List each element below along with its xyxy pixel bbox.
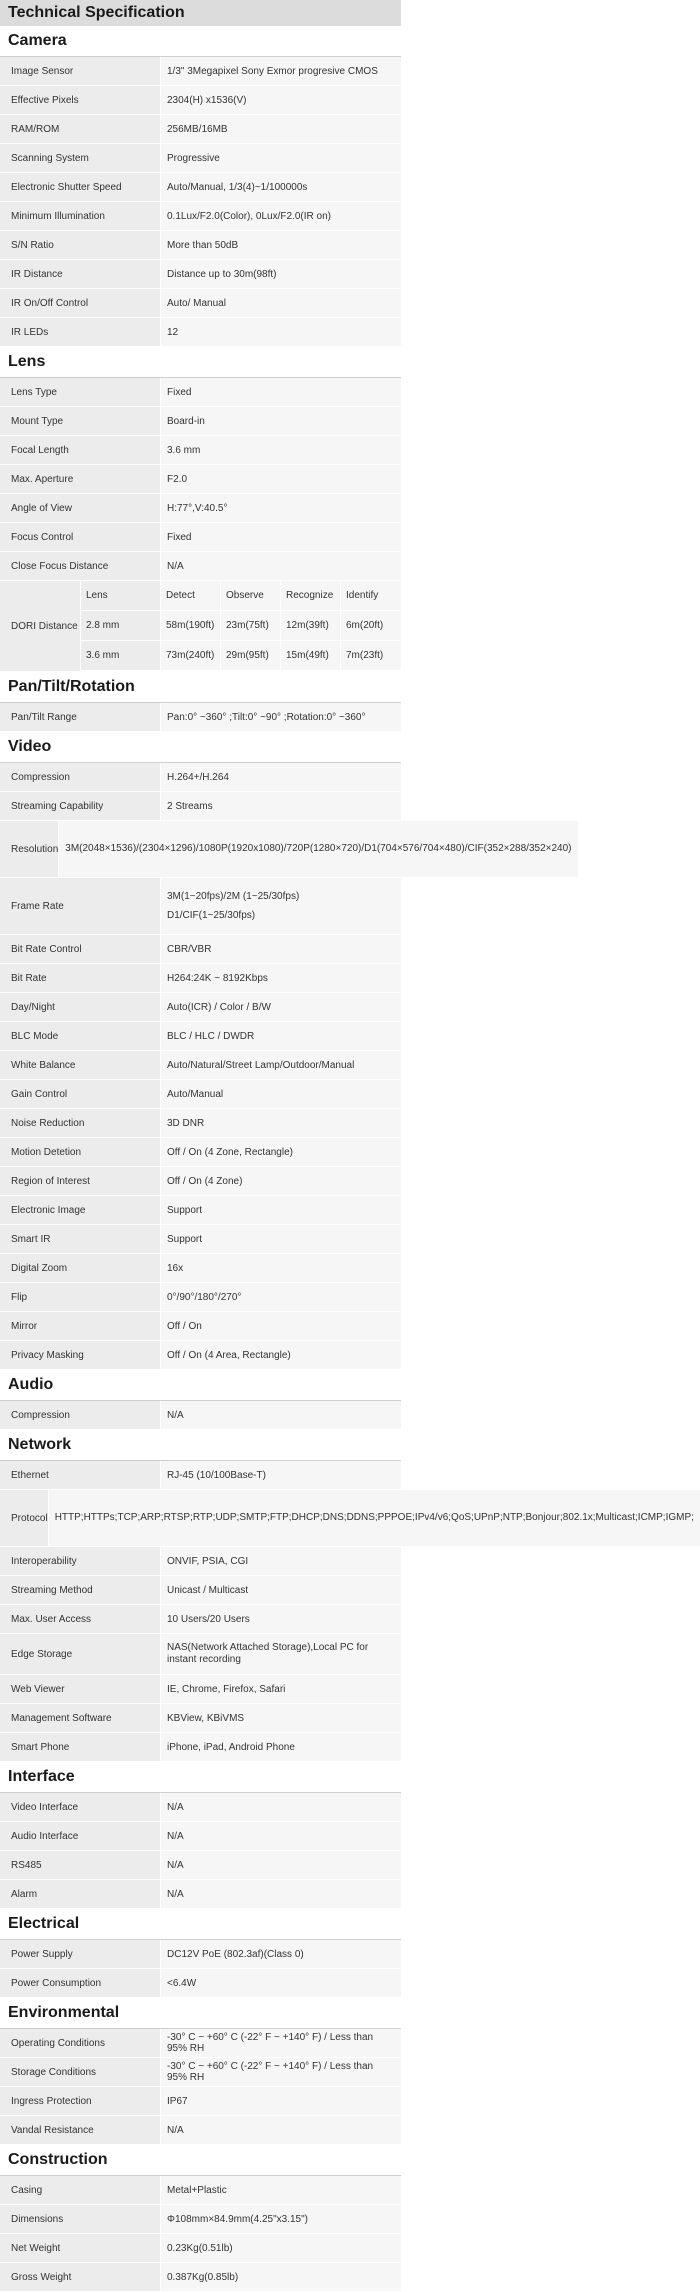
- spec-row: [0, 1167, 401, 1196]
- spec-label: Effective Pixels: [0, 86, 160, 114]
- spec-row: [0, 763, 401, 792]
- spec-label: Compression: [0, 1401, 160, 1429]
- spec-label: Lens Type: [0, 378, 160, 406]
- section-title-network: Network: [0, 1430, 401, 1461]
- spec-label: Focus Control: [0, 523, 160, 551]
- spec-label: Storage Conditions: [0, 2058, 160, 2086]
- spec-label: Region of Interest: [0, 1167, 160, 1195]
- spec-value: 10 Users/20 Users: [160, 1605, 401, 1633]
- spec-row: [0, 993, 401, 1022]
- spec-row: [0, 1225, 401, 1254]
- spec-label: Operating Conditions: [0, 2029, 160, 2057]
- dori-distance-table: [0, 581, 401, 672]
- spec-row: [0, 523, 401, 552]
- dori-header-row: [80, 581, 401, 611]
- spec-value: Off / On: [160, 1312, 401, 1340]
- spec-label: Protocol: [0, 1490, 48, 1546]
- spec-label: Angle of View: [0, 494, 160, 522]
- spec-row: [0, 878, 401, 935]
- dori-cell: 12m(39ft): [280, 611, 340, 641]
- spec-value: 256MB/16MB: [160, 115, 401, 143]
- dori-cell: 6m(20ft): [340, 611, 401, 641]
- section-title-interface: Interface: [0, 1762, 401, 1793]
- spec-row: [0, 1022, 401, 1051]
- spec-label: Management Software: [0, 1704, 160, 1732]
- spec-row: [0, 1851, 401, 1880]
- spec-row: [0, 436, 401, 465]
- spec-value: 0.1Lux/F2.0(Color), 0Lux/F2.0(IR on): [160, 202, 401, 230]
- dori-cell: 58m(190ft): [160, 611, 220, 641]
- spec-value: 2 Streams: [160, 792, 401, 820]
- spec-row: [0, 144, 401, 173]
- dori-cell: Lens: [80, 581, 160, 611]
- spec-value: Auto/ Manual: [160, 289, 401, 317]
- dori-cell: Detect: [160, 581, 220, 611]
- spec-value: Auto(ICR) / Color / B/W: [160, 993, 401, 1021]
- spec-label: Digital Zoom: [0, 1254, 160, 1282]
- spec-value: 3M(2048×1536)/(2304×1296)/1080P(1920x1080)/720P(1280×720)/D1(704×576/704×480)/CIF(352×288/352×240): [58, 821, 577, 877]
- spec-value: N/A: [160, 1401, 401, 1429]
- spec-label: RS485: [0, 1851, 160, 1879]
- spec-value-line: D1/CIF(1~25/30fps): [167, 910, 256, 921]
- spec-row: [0, 1576, 401, 1605]
- spec-value: ONVIF, PSIA, CGI: [160, 1547, 401, 1575]
- spec-value: N/A: [160, 1822, 401, 1850]
- spec-row: [0, 1969, 401, 1998]
- spec-label: Close Focus Distance: [0, 552, 160, 580]
- spec-row: [0, 821, 572, 878]
- section-title-pan-tilt-rotation: Pan/Tilt/Rotation: [0, 672, 401, 703]
- section-title-lens: Lens: [0, 347, 401, 378]
- spec-value: 12: [160, 318, 401, 346]
- spec-value: 1/3" 3Megapixel Sony Exmor progresive CMOS: [160, 57, 401, 85]
- spec-row: [0, 1605, 401, 1634]
- spec-row: [0, 202, 401, 231]
- spec-label: Scanning System: [0, 144, 160, 172]
- spec-value: Unicast / Multicast: [160, 1576, 401, 1604]
- dori-grid: [80, 581, 401, 671]
- spec-row: [0, 231, 401, 260]
- spec-value: Auto/Natural/Street Lamp/Outdoor/Manual: [160, 1051, 401, 1079]
- spec-label: BLC Mode: [0, 1022, 160, 1050]
- spec-value: -30° C ~ +60° C (-22° F ~ +140° F) / Less than 95% RH: [160, 2029, 401, 2057]
- dori-cell: 2.8 mm: [80, 611, 160, 641]
- spec-label: Ingress Protection: [0, 2087, 160, 2115]
- spec-row: [0, 1283, 401, 1312]
- spec-label: Smart IR: [0, 1225, 160, 1253]
- spec-row: [0, 1051, 401, 1080]
- spec-label: Video Interface: [0, 1793, 160, 1821]
- spec-row: [0, 407, 401, 436]
- dori-cell: 15m(49ft): [280, 641, 340, 671]
- spec-value: 2304(H) x1536(V): [160, 86, 401, 114]
- spec-row: [0, 2029, 401, 2058]
- spec-value: HTTP;HTTPs;TCP;ARP;RTSP;RTP;UDP;SMTP;FTP;DHCP;DNS;DDNS;PPPOE;IPv4/v6;QoS;UPnP;NTP;Bonjour;802.1x;Multicast;ICMP;IGMP;: [48, 1490, 700, 1546]
- spec-row: [0, 1675, 401, 1704]
- dori-cell: 23m(75ft): [220, 611, 280, 641]
- spec-value: Fixed: [160, 378, 401, 406]
- spec-value: Pan:0° ~360° ;Tilt:0° ~90° ;Rotation:0° ~360°: [160, 703, 401, 731]
- spec-sections: [0, 26, 694, 2292]
- spec-label: IR On/Off Control: [0, 289, 160, 317]
- spec-row: [0, 1940, 401, 1969]
- spec-row: [0, 1634, 401, 1675]
- spec-value: BLC / HLC / DWDR: [160, 1022, 401, 1050]
- spec-value: H:77°,V:40.5°: [160, 494, 401, 522]
- spec-row: [0, 2087, 401, 2116]
- spec-value: [160, 878, 401, 934]
- spec-label: Pan/Tilt Range: [0, 703, 160, 731]
- spec-value: N/A: [160, 2116, 401, 2144]
- spec-row: [0, 935, 401, 964]
- spec-row: [0, 1793, 401, 1822]
- spec-label: Image Sensor: [0, 57, 160, 85]
- spec-value: Off / On (4 Area, Rectangle): [160, 1341, 401, 1369]
- spec-row: [0, 260, 401, 289]
- spec-label: Mirror: [0, 1312, 160, 1340]
- dori-cell: 73m(240ft): [160, 641, 220, 671]
- spec-value: Distance up to 30m(98ft): [160, 260, 401, 288]
- spec-label: Interoperability: [0, 1547, 160, 1575]
- spec-value: 3.6 mm: [160, 436, 401, 464]
- section-title-construction: Construction: [0, 2145, 401, 2176]
- spec-value: N/A: [160, 1851, 401, 1879]
- spec-row: [0, 1822, 401, 1851]
- spec-label: Resolution: [0, 821, 58, 877]
- spec-label: Web Viewer: [0, 1675, 160, 1703]
- spec-row: [0, 964, 401, 993]
- spec-label: Audio Interface: [0, 1822, 160, 1850]
- spec-value: IP67: [160, 2087, 401, 2115]
- spec-label: Power Supply: [0, 1940, 160, 1968]
- dori-cell: Recognize: [280, 581, 340, 611]
- spec-value: Metal+Plastic: [160, 2176, 401, 2204]
- spec-row: [0, 1547, 401, 1576]
- spec-value: Support: [160, 1225, 401, 1253]
- spec-label: Flip: [0, 1283, 160, 1311]
- spec-row: [0, 2116, 401, 2145]
- spec-row: [0, 2263, 401, 2292]
- dori-data-row: [80, 641, 401, 671]
- dori-cell: Observe: [220, 581, 280, 611]
- spec-value: Auto/Manual, 1/3(4)~1/100000s: [160, 173, 401, 201]
- spec-value: 0.387Kg(0.85lb): [160, 2263, 401, 2291]
- spec-row: [0, 1109, 401, 1138]
- spec-value: 0°/90°/180°/270°: [160, 1283, 401, 1311]
- section-title-video: Video: [0, 732, 401, 763]
- spec-row: [0, 1080, 401, 1109]
- spec-label: Compression: [0, 763, 160, 791]
- spec-label: Smart Phone: [0, 1733, 160, 1761]
- spec-row: [0, 1733, 401, 1762]
- spec-row: [0, 552, 401, 581]
- spec-row: [0, 57, 401, 86]
- spec-value: H264:24K ~ 8192Kbps: [160, 964, 401, 992]
- spec-label: Streaming Method: [0, 1576, 160, 1604]
- spec-row: [0, 86, 401, 115]
- spec-row: [0, 1880, 401, 1909]
- spec-row: [0, 289, 401, 318]
- spec-row: [0, 1138, 401, 1167]
- spec-value: Support: [160, 1196, 401, 1224]
- spec-row: [0, 318, 401, 347]
- spec-value: 0.23Kg(0.51lb): [160, 2234, 401, 2262]
- spec-row: [0, 378, 401, 407]
- spec-row: [0, 792, 401, 821]
- spec-row: [0, 2058, 401, 2087]
- spec-row: [0, 703, 401, 732]
- spec-label: Edge Storage: [0, 1634, 160, 1674]
- spec-label: Focal Length: [0, 436, 160, 464]
- spec-value: More than 50dB: [160, 231, 401, 259]
- spec-value: RJ-45 (10/100Base-T): [160, 1461, 401, 1489]
- spec-value: Progressive: [160, 144, 401, 172]
- section-title-audio: Audio: [0, 1370, 401, 1401]
- section-title-camera: Camera: [0, 26, 401, 57]
- dori-cell: 3.6 mm: [80, 641, 160, 671]
- spec-row: [0, 2176, 401, 2205]
- spec-value: Off / On (4 Zone): [160, 1167, 401, 1195]
- spec-value: NAS(Network Attached Storage),Local PC for instant recording: [160, 1634, 401, 1674]
- spec-label: Ethernet: [0, 1461, 160, 1489]
- spec-label: Max. User Access: [0, 1605, 160, 1633]
- spec-label: Electronic Shutter Speed: [0, 173, 160, 201]
- spec-row: [0, 2205, 401, 2234]
- spec-label: Casing: [0, 2176, 160, 2204]
- spec-label: Bit Rate Control: [0, 935, 160, 963]
- spec-label: Streaming Capability: [0, 792, 160, 820]
- spec-label: Vandal Resistance: [0, 2116, 160, 2144]
- spec-label: Day/Night: [0, 993, 160, 1021]
- spec-label: Electronic Image: [0, 1196, 160, 1224]
- spec-value: CBR/VBR: [160, 935, 401, 963]
- spec-label: White Balance: [0, 1051, 160, 1079]
- spec-row: [0, 2234, 401, 2263]
- spec-label: IR LEDs: [0, 318, 160, 346]
- spec-label: Net Weight: [0, 2234, 160, 2262]
- spec-row: [0, 1461, 401, 1490]
- section-title-electrical: Electrical: [0, 1909, 401, 1940]
- spec-label: IR Distance: [0, 260, 160, 288]
- section-title-environmental: Environmental: [0, 1998, 401, 2029]
- spec-row: [0, 1490, 694, 1547]
- spec-row: [0, 1704, 401, 1733]
- spec-value: DC12V PoE (802.3af)(Class 0): [160, 1940, 401, 1968]
- spec-label: S/N Ratio: [0, 231, 160, 259]
- spec-row: [0, 115, 401, 144]
- spec-value: N/A: [160, 552, 401, 580]
- spec-label: Max. Aperture: [0, 465, 160, 493]
- spec-label: Gross Weight: [0, 2263, 160, 2291]
- spec-value: <6.4W: [160, 1969, 401, 1997]
- spec-value: iPhone, iPad, Android Phone: [160, 1733, 401, 1761]
- spec-label: Privacy Masking: [0, 1341, 160, 1369]
- spec-value: Off / On (4 Zone, Rectangle): [160, 1138, 401, 1166]
- spec-row: [0, 1254, 401, 1283]
- spec-value: KBView, KBiVMS: [160, 1704, 401, 1732]
- spec-row: [0, 173, 401, 202]
- spec-label: Frame Rate: [0, 878, 160, 934]
- spec-value: H.264+/H.264: [160, 763, 401, 791]
- spec-label: Alarm: [0, 1880, 160, 1908]
- spec-label: Mount Type: [0, 407, 160, 435]
- spec-value: N/A: [160, 1880, 401, 1908]
- spec-row: [0, 1401, 401, 1430]
- spec-value: 3D DNR: [160, 1109, 401, 1137]
- spec-value: -30° C ~ +60° C (-22° F ~ +140° F) / Less than 95% RH: [160, 2058, 401, 2086]
- spec-row: [0, 1196, 401, 1225]
- spec-row: [0, 1341, 401, 1370]
- spec-value: Fixed: [160, 523, 401, 551]
- spec-label: Noise Reduction: [0, 1109, 160, 1137]
- spec-value: Board-in: [160, 407, 401, 435]
- spec-value-line: 3M(1~20fps)/2M (1~25/30fps): [167, 891, 300, 902]
- spec-label: Minimum Illumination: [0, 202, 160, 230]
- spec-label: Dimensions: [0, 2205, 160, 2233]
- spec-label: Bit Rate: [0, 964, 160, 992]
- spec-label: Power Consumption: [0, 1969, 160, 1997]
- dori-cell: 7m(23ft): [340, 641, 401, 671]
- dori-data-row: [80, 611, 401, 641]
- dori-cell: Identify: [340, 581, 401, 611]
- spec-value: Auto/Manual: [160, 1080, 401, 1108]
- spec-value: Φ108mm×84.9mm(4.25"x3.15"): [160, 2205, 401, 2233]
- spec-value: 16x: [160, 1254, 401, 1282]
- spec-value: F2.0: [160, 465, 401, 493]
- spec-value: N/A: [160, 1793, 401, 1821]
- spec-value: IE, Chrome, Firefox, Safari: [160, 1675, 401, 1703]
- dori-label: DORI Distance: [0, 581, 80, 671]
- spec-row: [0, 465, 401, 494]
- spec-label: RAM/ROM: [0, 115, 160, 143]
- page-title: Technical Specification: [0, 0, 401, 26]
- dori-cell: 29m(95ft): [220, 641, 280, 671]
- spec-row: [0, 1312, 401, 1341]
- spec-label: Gain Control: [0, 1080, 160, 1108]
- spec-label: Motion Detetion: [0, 1138, 160, 1166]
- spec-row: [0, 494, 401, 523]
